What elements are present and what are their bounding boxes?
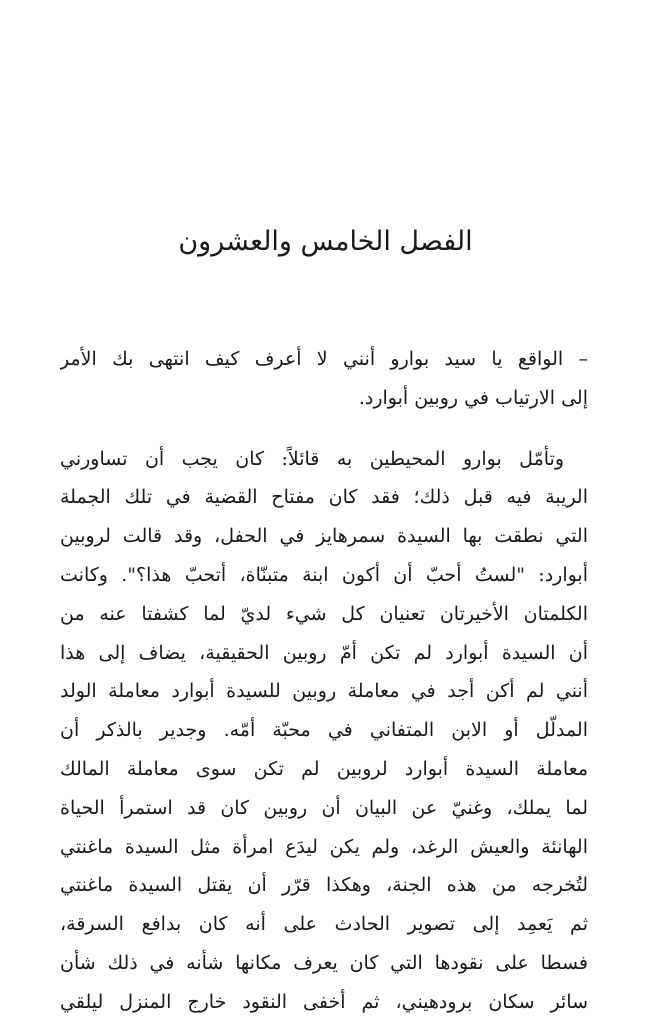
body-text	[60, 340, 588, 1022]
text-line: ثم يَعمِد إلى تصوير الحادث على أنه كان بدافع السرقة،	[60, 913, 588, 936]
text-line: إلى الارتياب في روبين أبوارد.	[358, 386, 588, 409]
text-line: المدلّل أو الابن المتفاني في محبّة أمّه. وجدير بالذكر أن	[60, 719, 588, 742]
paragraph-1	[60, 340, 588, 418]
text-line: لتُخرجه من هذه الجنة، وهكذا قرّر أن يقتل السيدة ماغنتي	[60, 874, 588, 897]
text-line: الكلمتان الأخيرتان تعنيان كل شيء لديّ لما كشفتا عنه من	[60, 602, 588, 625]
text-line: الهانئة والعيش الرغد، ولم يكن ليدَع امرأة مثل السيدة ماغنتي	[60, 835, 588, 858]
chapter-title: الفصل الخامس والعشرون	[178, 226, 473, 257]
text-line: لما يملك، وغنيّ عن البيان أن روبين كان قد استمرأ الحياة	[60, 796, 588, 819]
text-line: سائر سكان برودهيني، ثم أخفى النقود خارج المنزل ليلقي	[60, 990, 588, 1013]
text-line: وتأمّل بوارو المحيطين به قائلاً: كان يجب أن تساورني	[60, 447, 564, 470]
text-line: أبوارد: "لستُ أحبّ أن أكون ابنة متبنّاة، أتحبّ هذا؟". وكانت	[60, 563, 588, 586]
text-line: – الواقع يا سيد بوارو أنني لا أعرف كيف انتهى بك الأمر	[60, 348, 588, 370]
paragraph-2	[60, 440, 588, 1022]
paragraph-gap	[60, 418, 588, 440]
text-line: الريبة فيه قبل ذلك؛ فقد كان مفتاح القضية في تلك الجملة	[60, 486, 588, 509]
text-line: أنني لم أكن أجد في معاملة روبين للسيدة أبوارد معاملة الولد	[60, 680, 588, 703]
text-line: التي نطقت بها السيدة سمرهايز في الحفل، وقد قالت لروبين	[60, 525, 588, 548]
text-line: معاملة السيدة أبوارد لروبين لم تكن سوى معاملة المالك	[60, 757, 588, 780]
text-line: أن السيدة أبوارد لم تكن أمّ روبين الحقيقية، يضاف إلى هذا	[60, 641, 588, 664]
text-line: فسطا على نقودها التي كان يعرف مكانها شأنه في ذلك شأن	[60, 951, 588, 974]
